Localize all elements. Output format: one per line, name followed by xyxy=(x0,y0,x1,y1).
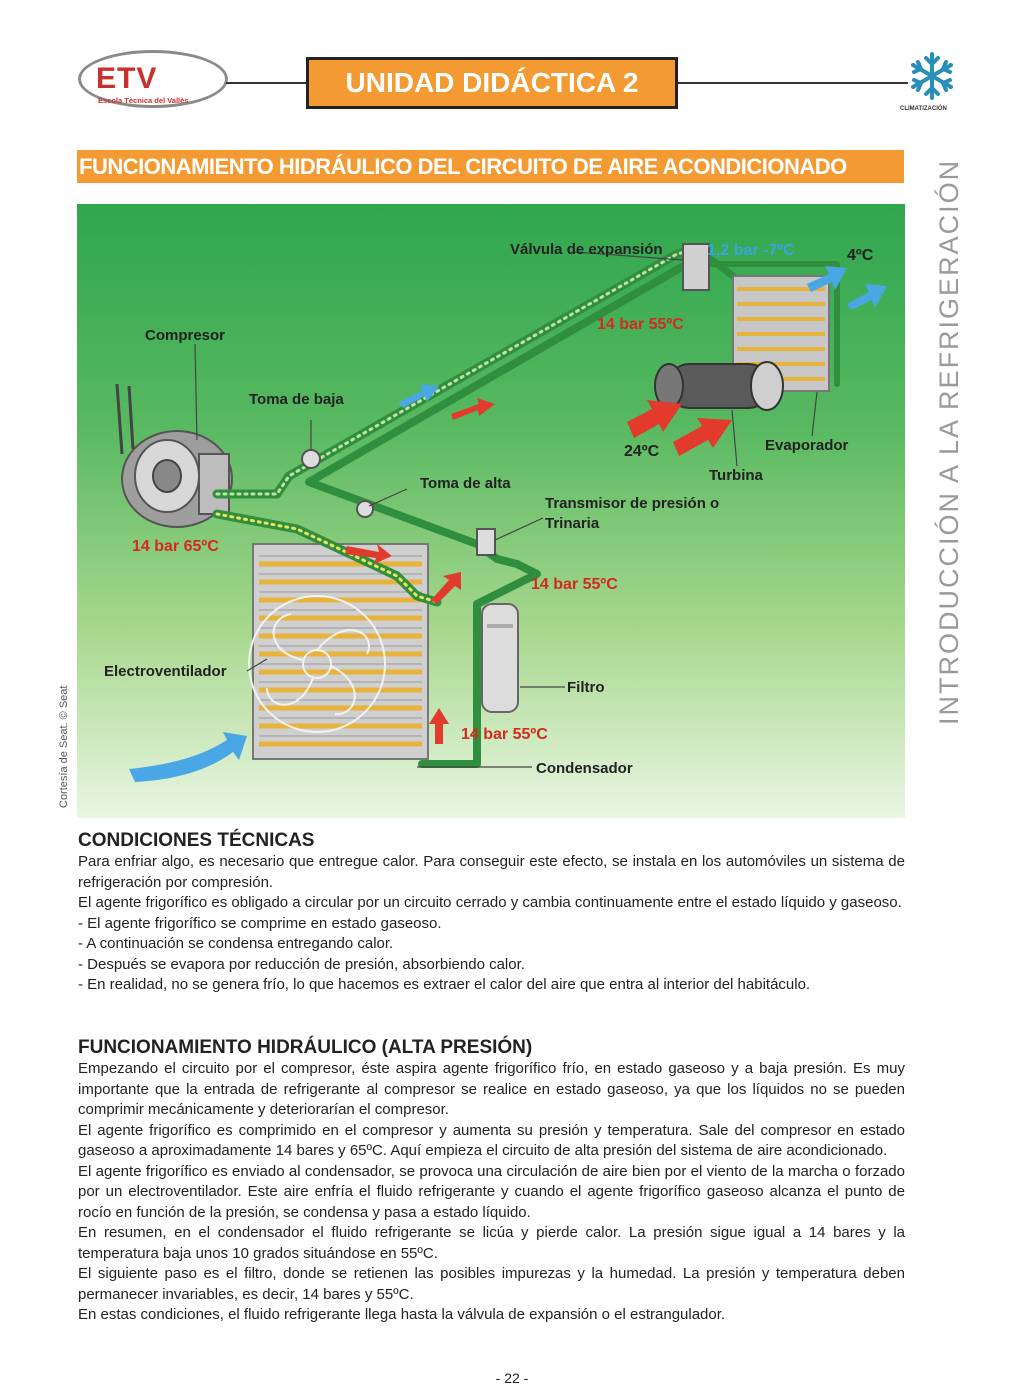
label-expansion-valve: Válvula de expansión xyxy=(510,241,663,258)
label-low-port: Toma de baja xyxy=(249,391,344,408)
funcionamiento-body xyxy=(78,1059,905,1326)
condiciones-heading: CONDICIONES TÉCNICAS xyxy=(78,830,315,851)
reading-after-condenser: 14 bar 55ºC xyxy=(531,576,618,593)
header-rule-right xyxy=(678,82,908,84)
reading-compressor-out: 14 bar 65ºC xyxy=(132,538,219,555)
reading-evap-out: 4ºC xyxy=(847,247,874,264)
logo-text: ETV xyxy=(96,62,158,95)
funcionamiento-section xyxy=(78,1037,905,1326)
page-number: - 22 - xyxy=(495,1370,529,1386)
label-pressure-switch: Transmisor de presión o Trinaria xyxy=(545,495,720,532)
section-title: FUNCIONAMIENTO HIDRÁULICO DEL CIRCUITO DE AIRE ACONDICIONADO xyxy=(77,150,904,183)
paragraph: Para enfriar algo, es necesario que entregue calor. Para conseguir este efecto, se instala en los automóviles un sistema de refrigeración por compresión. xyxy=(78,853,905,891)
condiciones-body xyxy=(78,852,905,996)
list-item: - En realidad, no se genera frío, lo que hacemos es extraer el calor del aire que entra al interior del habitáculo. xyxy=(78,976,811,993)
reading-cabin-in: 24ºC xyxy=(624,443,660,460)
pressure-switch-shape xyxy=(477,529,495,555)
paragraph: El agente frigorífico es obligado a circular por un circuito cerrado y cambia continuamente entre el estado líquido y gaseoso. xyxy=(78,894,902,911)
unit-title: UNIDAD DIDÁCTICA 2 xyxy=(306,57,678,109)
reading-before-filter: 14 bar 55ºC xyxy=(461,726,548,743)
paragraph: El siguiente paso es el filtro, donde se retienen las posibles impurezas y la humedad. La presión y temperatura deben permanecer invariables, es decir, 14 bares y 55ºC. xyxy=(78,1265,905,1303)
funcionamiento-heading: FUNCIONAMIENTO HIDRÁULICO (ALTA PRESIÓN) xyxy=(78,1037,533,1058)
reading-valve-in: 14 bar 55ºC xyxy=(597,316,684,333)
paragraph: Empezando el circuito por el compresor, éste aspira agente frigorífico frío, en estado gaseoso y a baja presión. Es muy importante que la entrada de refrigerante al compresor se realice en estado gaseoso, ya que los líquidos no se pueden comprimir mecánicamente y deteriorarían el compresor. xyxy=(78,1060,905,1118)
high-port-shape xyxy=(357,501,373,517)
list-item: - A continuación se condensa entregando calor. xyxy=(78,935,394,952)
label-turbine: Turbina xyxy=(709,467,763,484)
climatizacion-label: CLIMATIZACIÓN xyxy=(900,106,947,112)
expansion-valve-shape xyxy=(683,244,709,290)
label-filter: Filtro xyxy=(567,679,605,696)
label-high-port: Toma de alta xyxy=(420,475,511,492)
paragraph: En resumen, en el condensador el fluido refrigerante se licúa y pierde calor. La presión sigue igual a 14 bares y la temperatura baja unos 10 grados situándose en 55ºC. xyxy=(78,1224,905,1262)
ac-circuit-diagram xyxy=(77,204,905,818)
turbine-shape xyxy=(655,362,783,410)
list-item: - Después se evapora por reducción de presión, absorbiendo calor. xyxy=(78,955,525,973)
paragraph: El agente frigorífico es enviado al condensador, se provoca una circulación de aire bien por el viento de la marcha o forzado por un electroventilador. Este aire enfría el fluido refrigerante y cuando el agente frigorífico gaseoso alcanza el punto de rocío en función de la presión, se condensa y pasa a estado líquido. xyxy=(78,1162,905,1221)
paragraph: En estas condiciones, el fluido refrigerante llega hasta la válvula de expansión o el estrangulador. xyxy=(78,1306,726,1323)
filter-shape xyxy=(482,604,518,712)
paragraph: El agente frigorífico es comprimido en el compresor y aumenta su presión y temperatura. Sale del compresor en estado gaseoso a aproximadamente 14 bares y 65ºC. Aquí empieza el circuito de alta presión del sistema de aire acondicionado. xyxy=(78,1121,905,1159)
snowflake-icon xyxy=(906,50,958,102)
label-evaporator: Evaporador xyxy=(765,437,849,454)
header-rule-left xyxy=(226,82,306,84)
list-item: - El agente frigorífico se comprime en estado gaseoso. xyxy=(78,914,442,932)
low-port-shape xyxy=(302,450,320,468)
label-compressor: Compresor xyxy=(145,327,226,344)
condiciones-section xyxy=(78,830,905,996)
label-electrofan: Electroventilador xyxy=(104,663,227,680)
reading-low-side: 1,2 bar -7ºC xyxy=(707,242,795,259)
label-condenser: Condensador xyxy=(536,760,633,777)
compressor-shape xyxy=(117,384,232,527)
logo-subtitle: Escola Tècnica del Vallès xyxy=(98,96,189,105)
